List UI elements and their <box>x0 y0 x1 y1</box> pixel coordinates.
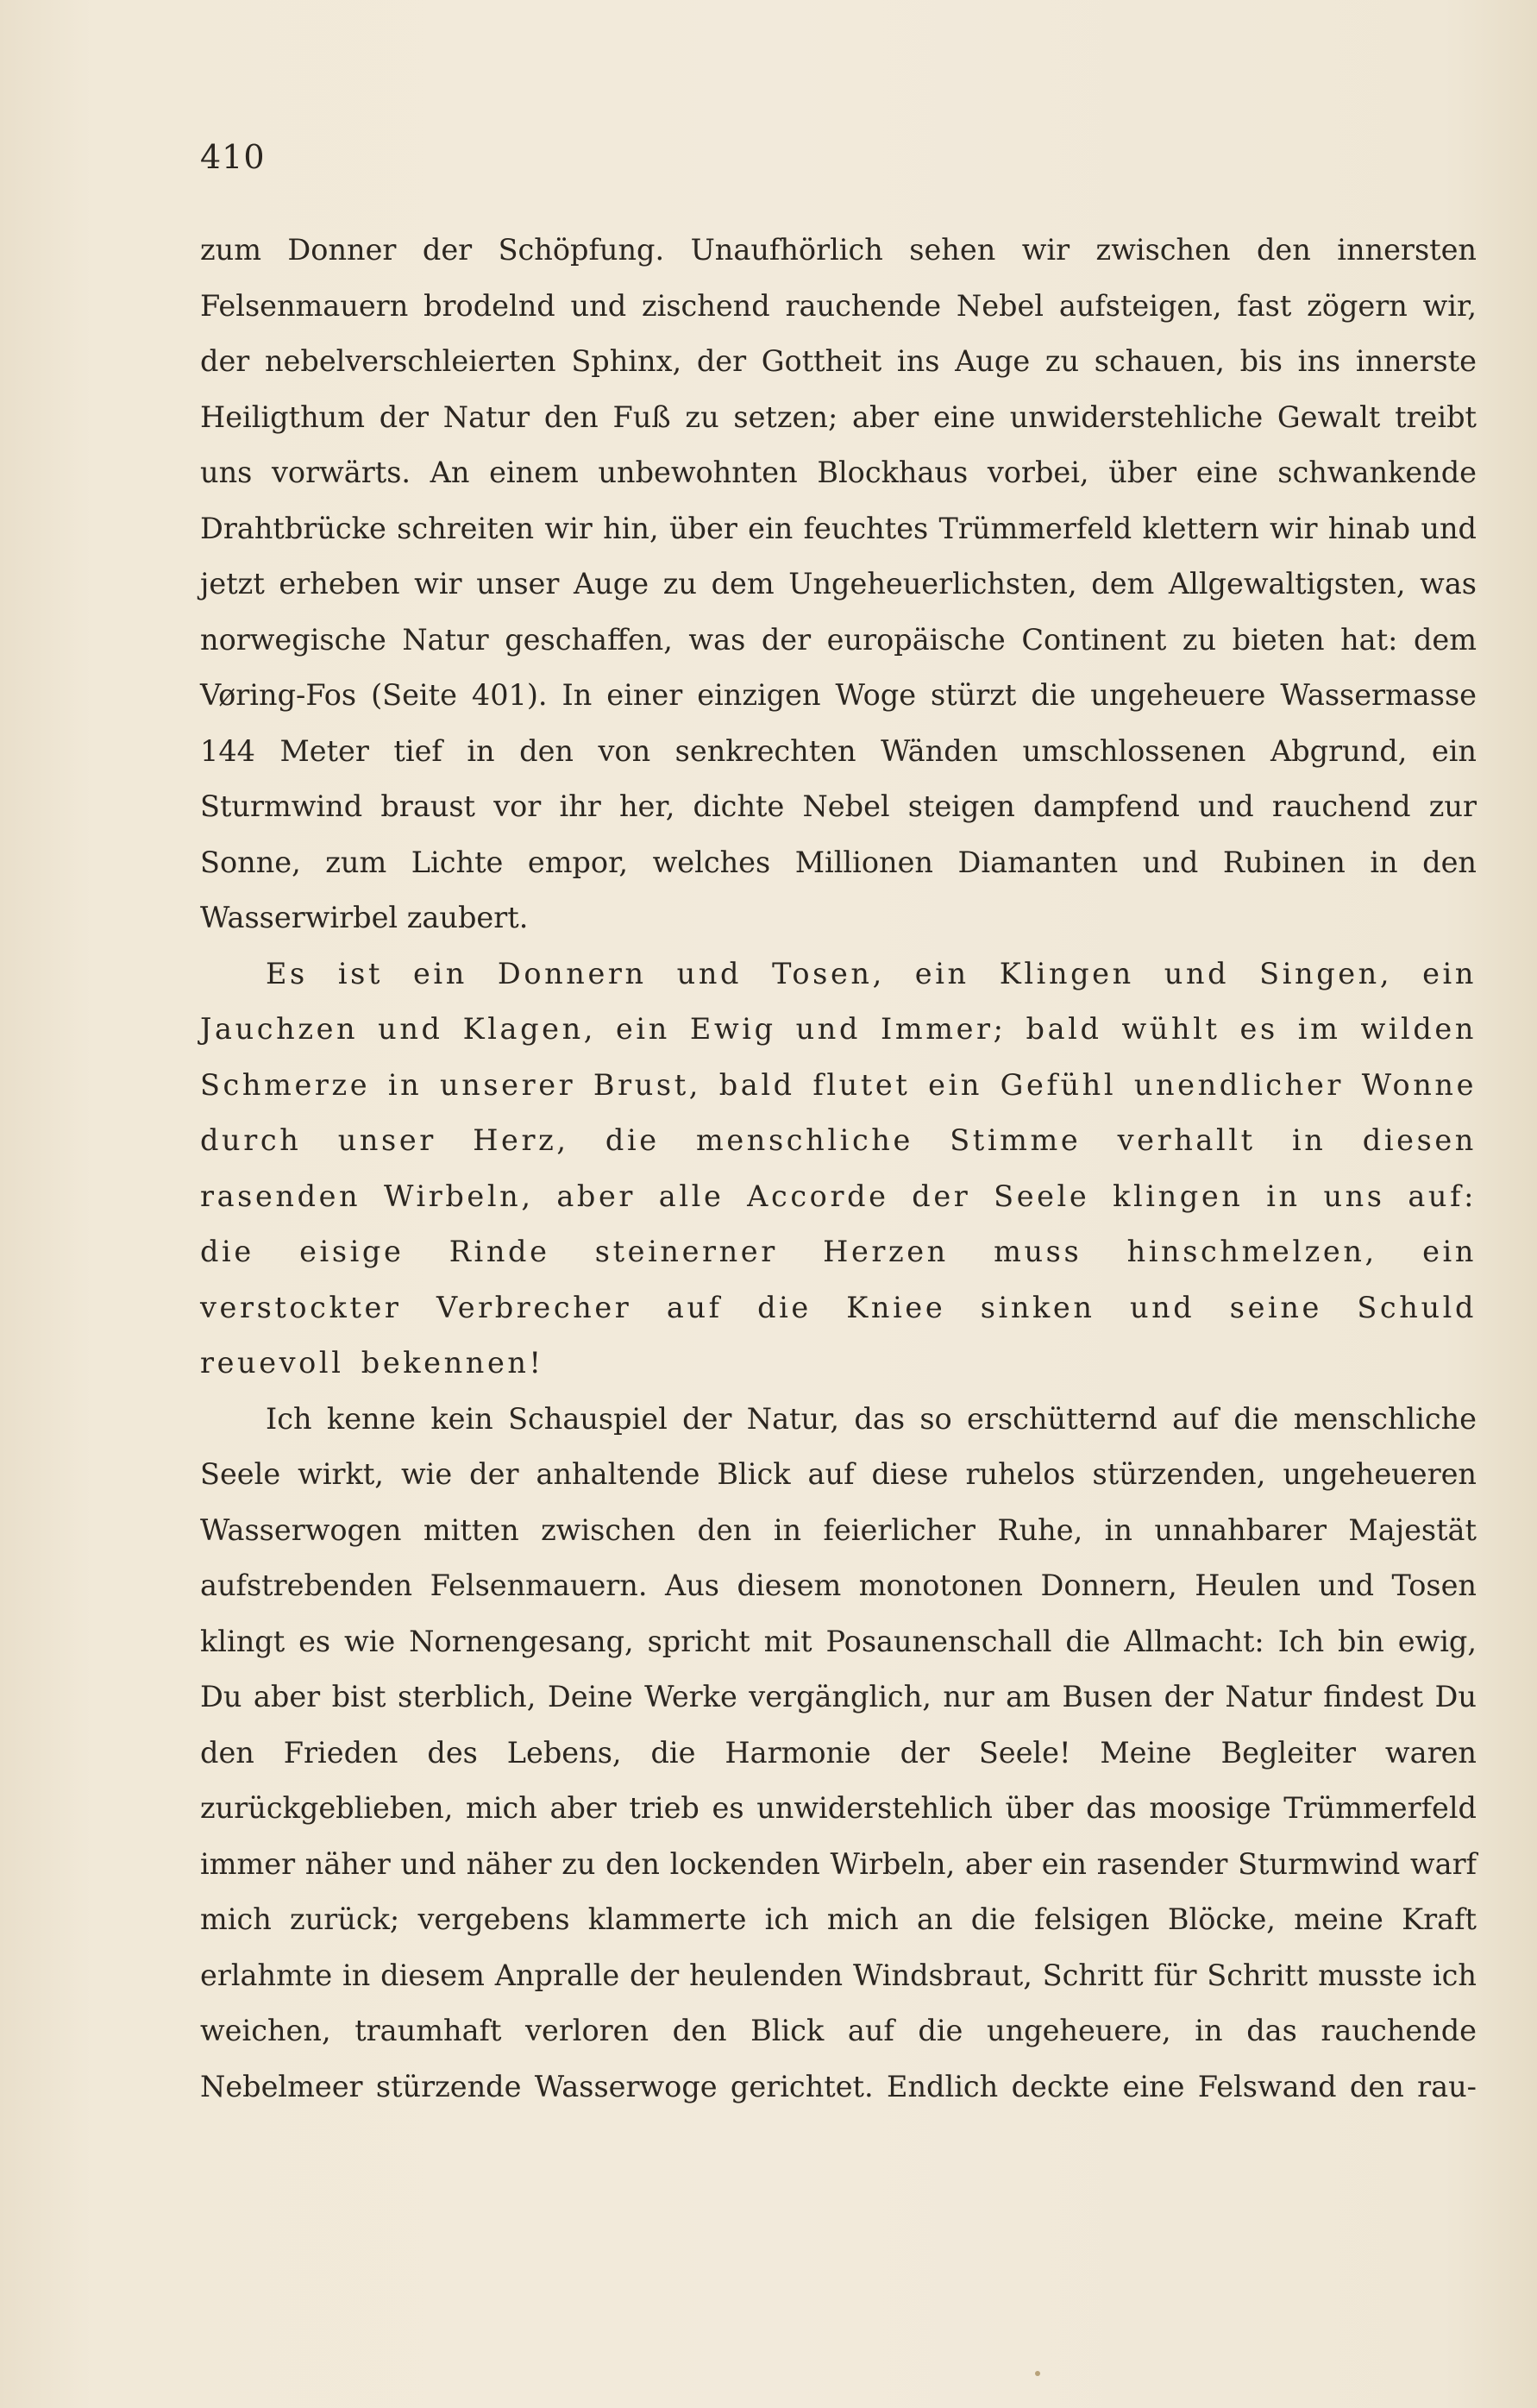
paper-speck <box>1035 2371 1040 2376</box>
body-text <box>200 223 1477 2115</box>
paragraph-2: Es ist ein Donnern und Tosen, ein Klingen und Singen, ein Jauchzen und Klagen, ein Ewig und Immer; bald wühlt es im wilden Schmerze in unserer Brust, bald flutet ein Gefühl unendlicher Wonne durch unser Herz, die menschliche Stimme verhallt in diesen rasenden Wirbeln, aber alle Accorde der Seele klingen in uns auf: die eisige Rinde steinerner Herzen muss hinschmelzen, ein verstockter Verbrecher auf die Kniee sinken und seine Schuld reuevoll bekennen! <box>200 956 1477 1380</box>
page-number: 410 <box>200 138 266 176</box>
paragraph-1: zum Donner der Schöpfung. Unaufhörlich sehen wir zwischen den innersten Felsenmauern brodelnd und zischend rauchende Nebel aufsteigen, fast zögern wir, der nebelverschleierten Sphinx, der Gottheit ins Auge zu schauen, bis ins innerste Heiligthum der Natur den Fuß zu setzen; aber eine unwiderstehliche Gewalt treibt uns vorwärts. An einem unbewohnten Blockhaus vorbei, über eine schwankende Drahtbrücke schreiten wir hin, über ein feuchtes Trümmerfeld klettern wir hinab und jetzt erheben wir unser Auge zu dem Ungeheuerlichsten, dem Allgewaltigsten, was norwegische Natur geschaffen, was der europäische Continent zu bieten hat: dem Vøring-Fos (Seite 401). In einer einzigen Woge stürzt die ungeheuere Wassermasse 144 Meter tief in den von senkrechten Wänden umschlossenen Abgrund, ein Sturmwind braust vor ihr her, dichte Nebel steigen dampfend und rauchend zur Sonne, zum Lichte empor, welches Millionen Diamanten und Rubinen in den Wasserwirbel zaubert. <box>200 233 1477 934</box>
paragraph-3: Ich kenne kein Schauspiel der Natur, das so erschütternd auf die menschliche Seele wirkt, wie der anhaltende Blick auf diese ruhelos stürzenden, ungeheueren Wasserwogen mitten zwischen den in feierlicher Ruhe, in unnahbarer Majestät aufstrebenden Felsenmauern. Aus diesem monotonen Donnern, Heulen und Tosen klingt es wie Nornengesang, spricht mit Posaunenschall die Allmacht: Ich bin ewig, Du aber bist sterblich, Deine Werke vergänglich, nur am Busen der Natur findest Du den Frieden des Lebens, die Harmonie der Seele! Meine Begleiter waren zurückgeblieben, mich aber trieb es unwiderstehlich über das moosige Trümmerfeld immer näher und näher zu den lockenden Wirbeln, aber ein rasender Sturmwind warf mich zurück; vergebens klammerte ich mich an die felsigen Blöcke, meine Kraft erlahmte in diesem Anpralle der heulenden Windsbraut, Schritt für Schritt musste ich weichen, traumhaft verloren den Blick auf die ungeheuere, in das rauchende Nebelmeer stürzende Wasserwoge gerichtet. Endlich deckte eine Felswand den rau- <box>200 1401 1477 2103</box>
